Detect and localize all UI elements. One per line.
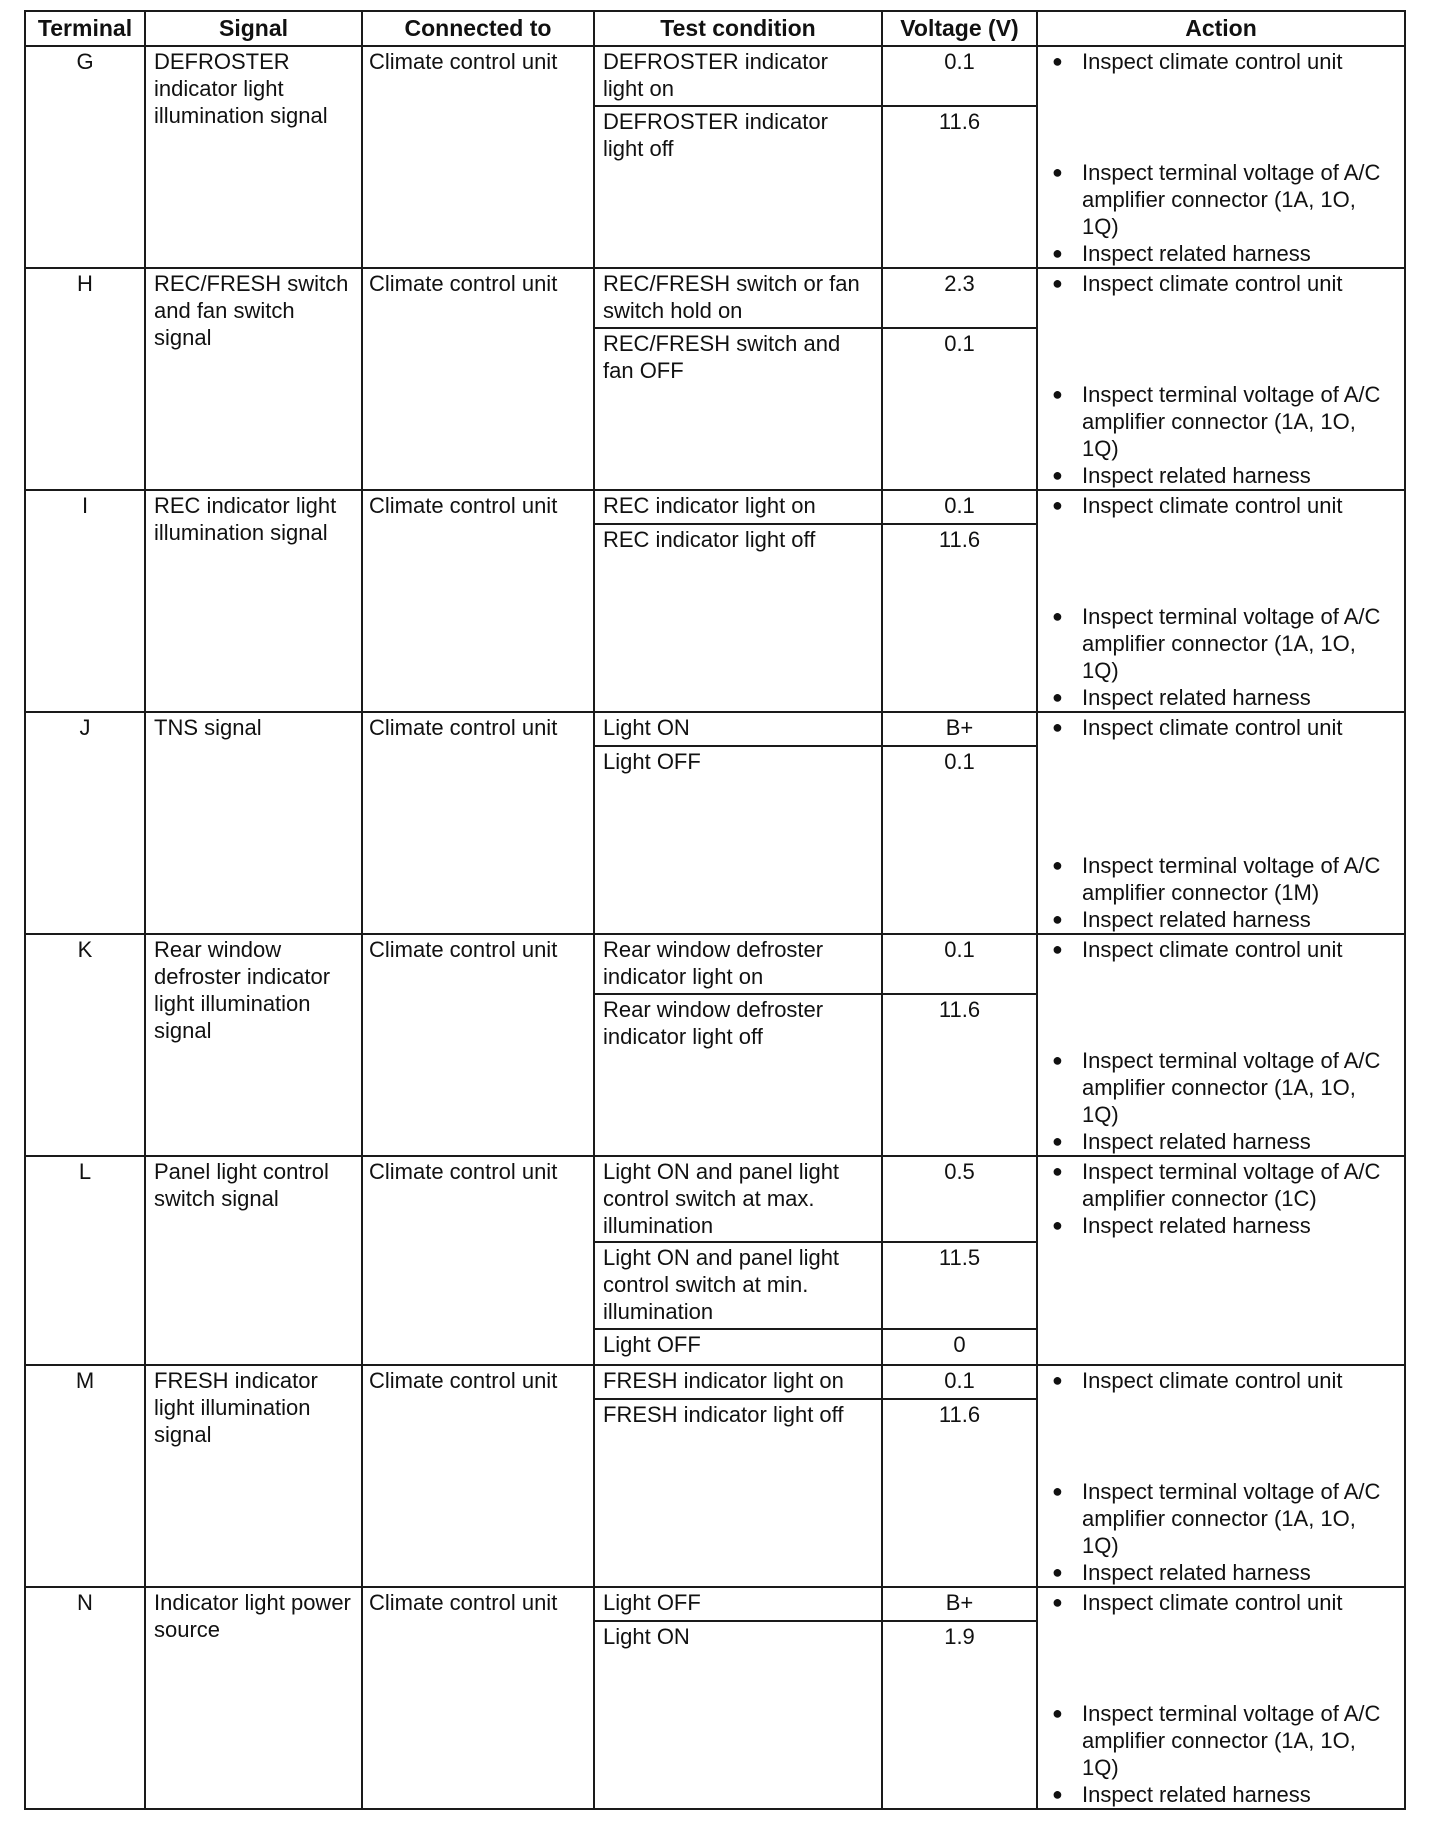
action-text: Inspect terminal voltage of A/C amplifier connector (1A, 1O, 1Q)	[1082, 1701, 1381, 1780]
action-list	[1038, 1588, 1404, 1808]
table-row	[25, 46, 1405, 268]
action-item	[1052, 240, 1398, 267]
bullet-icon: ●	[1052, 465, 1063, 485]
terminal-cell	[25, 1156, 145, 1365]
terminal-voltage-table-page	[24, 10, 1404, 1810]
voltage-value: 0.1	[944, 331, 975, 356]
action-text: Inspect related harness	[1082, 1129, 1311, 1154]
signal-label: Panel light control switch signal	[154, 1159, 329, 1211]
action-item	[1052, 1128, 1398, 1155]
test-condition-item: Light OFF	[595, 1588, 881, 1622]
action-item	[1052, 1158, 1398, 1212]
bullet-icon: ●	[1052, 1050, 1063, 1070]
action-item	[1052, 1478, 1398, 1559]
test-condition-cell	[594, 712, 882, 934]
terminal-label: I	[81, 493, 89, 518]
voltage-cell	[882, 712, 1037, 934]
signal-cell	[145, 1365, 362, 1587]
signal-cell	[145, 934, 362, 1156]
bullet-icon: ●	[1052, 51, 1063, 71]
test-condition-cell	[594, 46, 882, 268]
test-condition-item: Light ON and panel light control switch at min. illumination	[595, 1243, 881, 1330]
voltage-cell	[882, 934, 1037, 1156]
voltage-value: 0.1	[883, 491, 1036, 525]
connected-to-cell	[362, 1365, 594, 1587]
voltage-value: 1.9	[944, 1624, 975, 1649]
action-list	[1038, 491, 1404, 711]
voltage-value: B+	[883, 1588, 1036, 1622]
signal-cell	[145, 490, 362, 712]
header-action: Action	[1037, 11, 1405, 46]
test-condition-item: Light ON	[603, 1624, 690, 1649]
action-cell	[1037, 1156, 1405, 1365]
action-cell	[1037, 268, 1405, 490]
test-condition-item: DEFROSTER indicator light on	[595, 47, 881, 107]
bullet-icon: ●	[1052, 909, 1063, 929]
terminal-cell	[25, 1587, 145, 1809]
test-condition-cell	[594, 1587, 882, 1809]
bullet-icon: ●	[1052, 162, 1063, 182]
terminal-label: L	[78, 1159, 92, 1184]
voltage-cell	[882, 46, 1037, 268]
voltage-value: B+	[883, 713, 1036, 747]
connected-to-cell	[362, 1587, 594, 1809]
action-text: Inspect climate control unit	[1082, 49, 1343, 74]
action-list	[1038, 713, 1404, 933]
test-condition-item: REC indicator light off	[603, 527, 816, 552]
action-list	[1038, 269, 1404, 489]
bullet-icon: ●	[1052, 243, 1063, 263]
terminal-label: H	[77, 271, 93, 296]
table-row	[25, 934, 1405, 1156]
bullet-icon: ●	[1052, 1784, 1063, 1804]
test-condition-cell	[594, 1365, 882, 1587]
voltage-value: 0.1	[883, 935, 1036, 995]
terminal-label: J	[79, 715, 91, 740]
action-item	[1052, 1589, 1398, 1616]
action-text: Inspect climate control unit	[1082, 1368, 1343, 1393]
header-connected-to: Connected to	[362, 11, 594, 46]
action-item	[1052, 852, 1398, 906]
action-text: Inspect related harness	[1082, 1782, 1311, 1807]
connected-to-cell	[362, 712, 594, 934]
connected-to-label: Climate control unit	[369, 1590, 558, 1615]
bullet-icon: ●	[1052, 1481, 1063, 1501]
bullet-icon: ●	[1052, 1370, 1063, 1390]
action-item	[1052, 492, 1398, 519]
action-item	[1052, 1047, 1398, 1128]
voltage-cell	[882, 1156, 1037, 1365]
terminal-cell	[25, 1365, 145, 1587]
bullet-icon: ●	[1052, 687, 1063, 707]
bullet-icon: ●	[1052, 495, 1063, 515]
action-list	[1038, 935, 1404, 1155]
action-item	[1052, 684, 1398, 711]
action-cell	[1037, 46, 1405, 268]
terminal-cell	[25, 268, 145, 490]
voltage-value: 11.6	[938, 1402, 981, 1427]
test-condition-item: Light OFF	[603, 1332, 701, 1357]
voltage-value: 11.6	[938, 527, 981, 552]
action-text: Inspect terminal voltage of A/C amplifier connector (1C)	[1082, 1159, 1381, 1211]
voltage-value: 0.1	[883, 47, 1036, 107]
test-condition-cell	[594, 1156, 882, 1365]
bullet-icon: ●	[1052, 717, 1063, 737]
signal-label: REC indicator light illumination signal	[154, 493, 337, 545]
signal-label: DEFROSTER indicator light illumination signal	[154, 49, 328, 128]
signal-cell	[145, 1587, 362, 1809]
signal-cell	[145, 268, 362, 490]
terminal-cell	[25, 712, 145, 934]
action-cell	[1037, 1365, 1405, 1587]
connected-to-label: Climate control unit	[369, 493, 558, 518]
test-condition-item: Light ON and panel light control switch at max. illumination	[595, 1157, 881, 1243]
action-item	[1052, 381, 1398, 462]
connected-to-cell	[362, 490, 594, 712]
bullet-icon: ●	[1052, 606, 1063, 626]
connected-to-cell	[362, 46, 594, 268]
action-cell	[1037, 490, 1405, 712]
terminal-voltage-table	[24, 10, 1406, 1810]
test-condition-item: Light ON	[595, 713, 881, 747]
test-condition-item: REC/FRESH switch or fan switch hold on	[595, 269, 881, 329]
action-item	[1052, 1559, 1398, 1586]
voltage-cell	[882, 1587, 1037, 1809]
header-row	[25, 11, 1405, 46]
action-text: Inspect climate control unit	[1082, 493, 1343, 518]
action-text: Inspect climate control unit	[1082, 937, 1343, 962]
terminal-cell	[25, 490, 145, 712]
voltage-cell	[882, 490, 1037, 712]
connected-to-cell	[362, 268, 594, 490]
bullet-icon: ●	[1052, 1592, 1063, 1612]
action-item	[1052, 1781, 1398, 1808]
test-condition-item: REC indicator light on	[595, 491, 881, 525]
table-row	[25, 268, 1405, 490]
action-item	[1052, 714, 1398, 741]
voltage-value: 0.1	[883, 1366, 1036, 1400]
table-row	[25, 1365, 1405, 1587]
connected-to-cell	[362, 934, 594, 1156]
voltage-cell	[882, 268, 1037, 490]
connected-to-label: Climate control unit	[369, 1159, 558, 1184]
action-cell	[1037, 1587, 1405, 1809]
action-item	[1052, 906, 1398, 933]
signal-cell	[145, 1156, 362, 1365]
action-list	[1038, 1157, 1404, 1364]
action-text: Inspect terminal voltage of A/C amplifier connector (1A, 1O, 1Q)	[1082, 604, 1381, 683]
action-cell	[1037, 934, 1405, 1156]
action-item	[1052, 1700, 1398, 1781]
bullet-icon: ●	[1052, 855, 1063, 875]
terminal-label: G	[76, 49, 94, 74]
bullet-icon: ●	[1052, 384, 1063, 404]
action-item	[1052, 48, 1398, 75]
action-text: Inspect climate control unit	[1082, 271, 1343, 296]
connected-to-label: Climate control unit	[369, 715, 558, 740]
test-condition-item: FRESH indicator light off	[603, 1402, 844, 1427]
signal-cell	[145, 46, 362, 268]
test-condition-cell	[594, 268, 882, 490]
test-condition-item: Rear window defroster indicator light on	[595, 935, 881, 995]
action-list	[1038, 1366, 1404, 1586]
terminal-label: N	[77, 1590, 93, 1615]
bullet-icon: ●	[1052, 1161, 1063, 1181]
bullet-icon: ●	[1052, 939, 1063, 959]
voltage-value: 11.6	[938, 109, 981, 134]
action-text: Inspect related harness	[1082, 907, 1311, 932]
signal-label: Rear window defroster indicator light illumination signal	[154, 937, 331, 1043]
table-row	[25, 1156, 1405, 1365]
signal-label: TNS signal	[154, 715, 262, 740]
connected-to-label: Climate control unit	[369, 937, 558, 962]
action-text: Inspect related harness	[1082, 1560, 1311, 1585]
voltage-cell	[882, 1365, 1037, 1587]
voltage-value: 0.1	[944, 749, 975, 774]
action-text: Inspect terminal voltage of A/C amplifier connector (1A, 1O, 1Q)	[1082, 382, 1381, 461]
bullet-icon: ●	[1052, 273, 1063, 293]
test-condition-item: Rear window defroster indicator light off	[603, 997, 824, 1049]
header-voltage: Voltage (V)	[882, 11, 1037, 46]
bullet-icon: ●	[1052, 1562, 1063, 1582]
connected-to-cell	[362, 1156, 594, 1365]
action-item	[1052, 936, 1398, 963]
connected-to-label: Climate control unit	[369, 271, 558, 296]
header-signal: Signal	[145, 11, 362, 46]
terminal-label: M	[75, 1368, 95, 1393]
voltage-value: 0.5	[883, 1157, 1036, 1243]
action-text: Inspect climate control unit	[1082, 715, 1343, 740]
action-item	[1052, 603, 1398, 684]
action-list	[1038, 47, 1404, 267]
bullet-icon: ●	[1052, 1131, 1063, 1151]
header-test-condition: Test condition	[594, 11, 882, 46]
action-item	[1052, 159, 1398, 240]
voltage-value: 11.6	[938, 997, 981, 1022]
header-terminal: Terminal	[25, 11, 145, 46]
connected-to-label: Climate control unit	[369, 1368, 558, 1393]
signal-cell	[145, 712, 362, 934]
connected-to-label: Climate control unit	[369, 49, 558, 74]
test-condition-item: FRESH indicator light on	[595, 1366, 881, 1400]
action-text: Inspect terminal voltage of A/C amplifier connector (1A, 1O, 1Q)	[1082, 160, 1381, 239]
action-text: Inspect related harness	[1082, 241, 1311, 266]
table-row	[25, 712, 1405, 934]
test-condition-item: REC/FRESH switch and fan OFF	[603, 331, 841, 383]
action-text: Inspect terminal voltage of A/C amplifier connector (1M)	[1082, 853, 1381, 905]
test-condition-cell	[594, 934, 882, 1156]
voltage-value: 2.3	[883, 269, 1036, 329]
action-item	[1052, 1212, 1398, 1239]
action-item	[1052, 270, 1398, 297]
test-condition-item: DEFROSTER indicator light off	[603, 109, 828, 161]
terminal-cell	[25, 46, 145, 268]
action-text: Inspect terminal voltage of A/C amplifier connector (1A, 1O, 1Q)	[1082, 1048, 1381, 1127]
action-item	[1052, 1367, 1398, 1394]
action-text: Inspect related harness	[1082, 463, 1311, 488]
bullet-icon: ●	[1052, 1215, 1063, 1235]
voltage-value: 0	[953, 1332, 966, 1357]
action-text: Inspect related harness	[1082, 1213, 1311, 1238]
table-row	[25, 1587, 1405, 1809]
action-text: Inspect related harness	[1082, 685, 1311, 710]
action-cell	[1037, 712, 1405, 934]
bullet-icon: ●	[1052, 1703, 1063, 1723]
voltage-value: 11.5	[883, 1243, 1036, 1330]
terminal-label: K	[77, 937, 93, 962]
signal-label: Indicator light power source	[154, 1590, 351, 1642]
terminal-cell	[25, 934, 145, 1156]
test-condition-item: Light OFF	[603, 749, 701, 774]
signal-label: REC/FRESH switch and fan switch signal	[154, 271, 349, 350]
action-text: Inspect climate control unit	[1082, 1590, 1343, 1615]
test-condition-cell	[594, 490, 882, 712]
action-item	[1052, 462, 1398, 489]
action-text: Inspect terminal voltage of A/C amplifier connector (1A, 1O, 1Q)	[1082, 1479, 1381, 1558]
signal-label: FRESH indicator light illumination signal	[154, 1368, 318, 1447]
table-row	[25, 490, 1405, 712]
